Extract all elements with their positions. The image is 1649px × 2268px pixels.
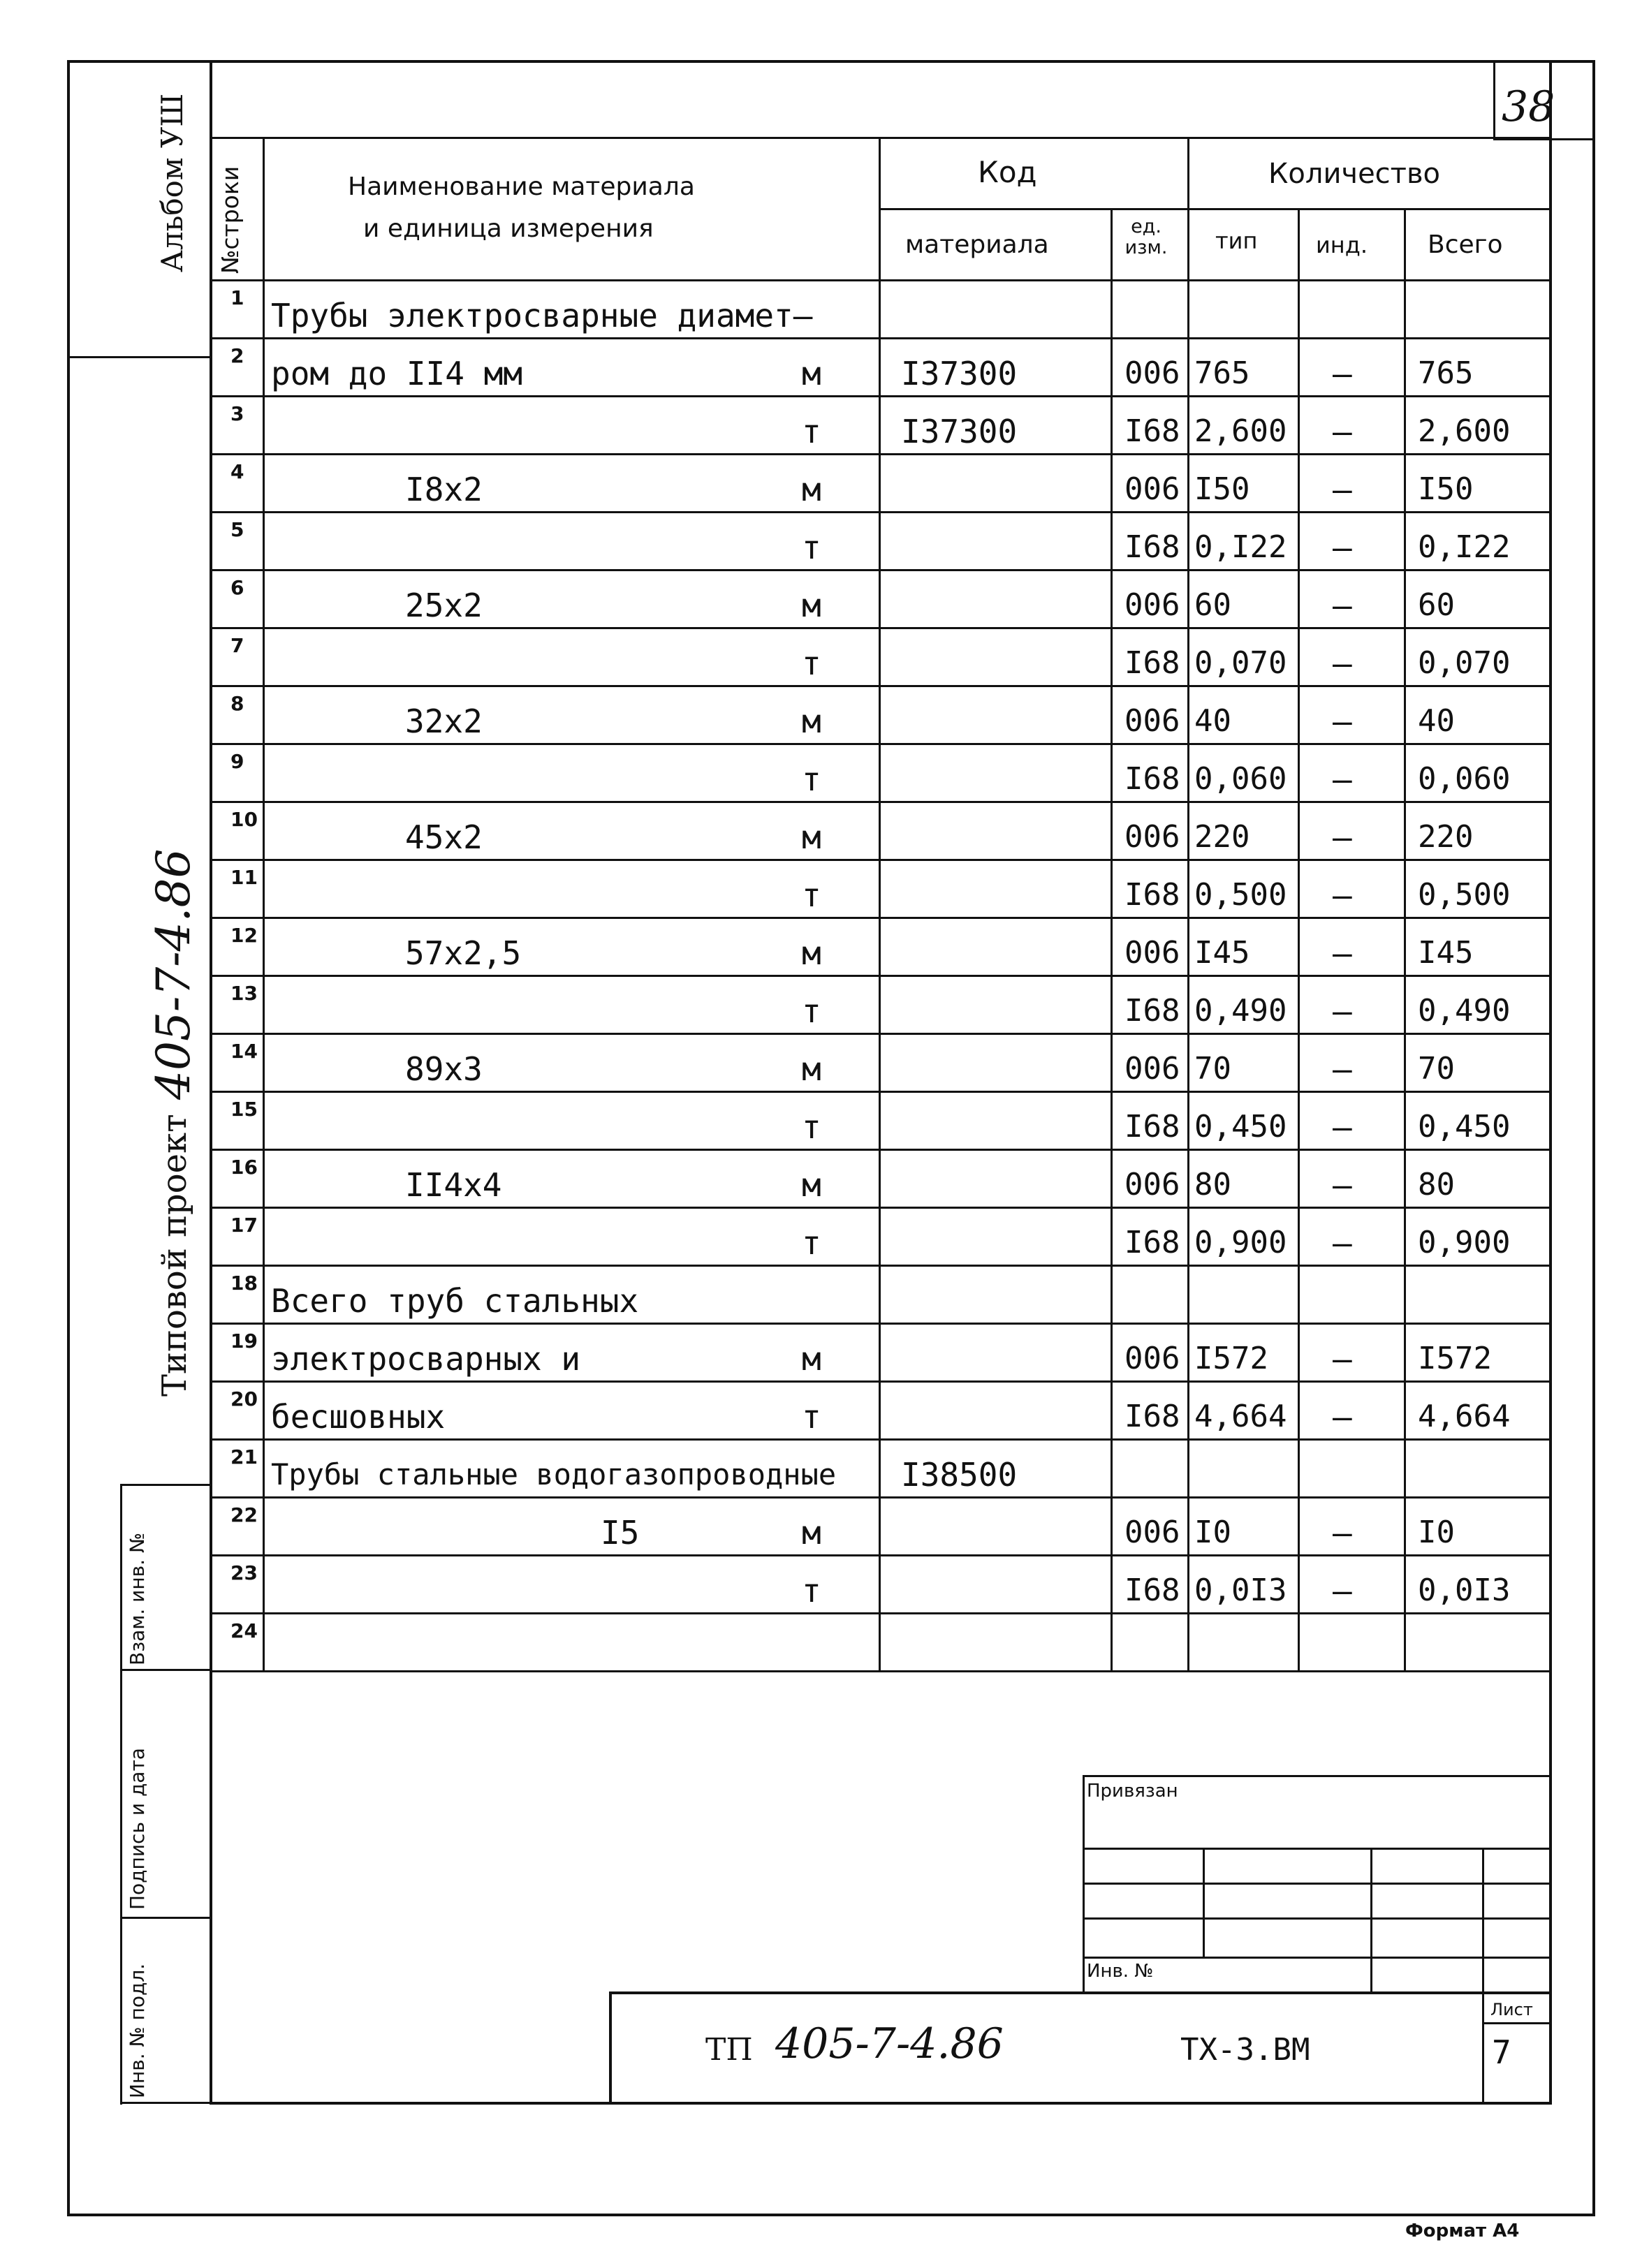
unit-code: 006 <box>1124 1341 1180 1376</box>
unit-letter: м <box>802 1050 821 1088</box>
unit-letter: т <box>802 1398 821 1436</box>
unit-letter: м <box>802 1514 821 1552</box>
unit-subheader-line2: изм. <box>1124 237 1168 258</box>
code-header: Код <box>978 155 1037 189</box>
quantity-total: I50 <box>1418 471 1474 507</box>
row-number: 18 <box>230 1272 258 1295</box>
unit-letter: м <box>802 355 821 392</box>
project-number: 405-7-4.86 <box>147 848 200 1100</box>
grid-line <box>212 627 1552 629</box>
quantity-header: Количество <box>1268 158 1441 190</box>
grid-line <box>212 1207 1552 1209</box>
grid-line <box>879 137 881 1670</box>
material-name-header-line1: Наименование материала <box>348 172 695 201</box>
grid-line <box>212 975 1552 977</box>
unit-code: I68 <box>1124 1573 1180 1608</box>
unit-letter: т <box>802 760 821 798</box>
grid-line <box>212 801 1552 803</box>
quantity-total: 220 <box>1418 819 1474 855</box>
quantity-total: 0,500 <box>1418 877 1511 913</box>
quantity-type-subheader: тип <box>1215 228 1258 254</box>
row-number: 4 <box>230 460 244 483</box>
privyazan-label: Привязан <box>1087 1781 1178 1802</box>
quantity-type: I45 <box>1194 935 1250 971</box>
grid-line <box>1404 208 1406 1670</box>
grid-line <box>212 1670 1552 1672</box>
grid-line <box>1298 208 1300 1670</box>
grid-line <box>212 1149 1552 1151</box>
quantity-ind: – <box>1333 1224 1352 1262</box>
grid-line <box>879 208 1552 210</box>
unit-letter: м <box>802 471 821 508</box>
tp-prefix: ТП <box>705 2032 753 2068</box>
quantity-type: 765 <box>1194 355 1250 391</box>
row-number: 21 <box>230 1445 258 1468</box>
quantity-type: 0,900 <box>1194 1225 1287 1260</box>
grid-line <box>212 1496 1552 1498</box>
quantity-ind: – <box>1333 992 1352 1030</box>
sheet-number: 7 <box>1492 2033 1511 2071</box>
unit-code: 006 <box>1124 355 1180 391</box>
quantity-total: 0,450 <box>1418 1109 1511 1144</box>
doc-code: ТХ-3.ВМ <box>1180 2032 1310 2068</box>
unit-letter: т <box>802 1224 821 1262</box>
unit-code: 006 <box>1124 587 1180 623</box>
grid-line <box>212 1380 1552 1383</box>
quantity-type: 4,664 <box>1194 1399 1287 1434</box>
unit-code: I68 <box>1124 877 1180 913</box>
quantity-ind: – <box>1333 1398 1352 1436</box>
material-name: электросварных и <box>271 1340 581 1378</box>
unit-subheader <box>1108 216 1185 258</box>
quantity-total: 4,664 <box>1418 1399 1511 1434</box>
row-number: 11 <box>230 866 258 889</box>
material-name: Трубы стальные водогазопроводные <box>271 1457 837 1492</box>
unit-subheader-line1: ед. <box>1131 216 1161 237</box>
grid-line <box>212 337 1552 339</box>
stamp-inv-original: Инв. № подл. <box>126 1963 149 2098</box>
material-name-header-line2: и единица измерения <box>363 214 654 243</box>
grid-line <box>212 1265 1552 1267</box>
quantity-type: 0,450 <box>1194 1109 1287 1144</box>
quantity-type: 60 <box>1194 587 1231 623</box>
grid-line <box>212 1091 1552 1093</box>
row-number-header: №строки <box>217 165 244 274</box>
row-number: 10 <box>230 808 258 831</box>
quantity-total: 60 <box>1418 587 1455 623</box>
unit-letter: т <box>802 1108 821 1146</box>
quantity-ind: – <box>1333 1050 1352 1088</box>
material-code: I38500 <box>901 1456 1018 1494</box>
grid-line <box>212 917 1552 919</box>
quantity-type: 70 <box>1194 1051 1231 1087</box>
project-label: Типовой проект <box>155 1114 194 1397</box>
unit-code: I68 <box>1124 1399 1180 1434</box>
quantity-total: 0,070 <box>1418 645 1511 681</box>
quantity-ind: – <box>1333 587 1352 624</box>
row-number: 23 <box>230 1561 258 1584</box>
inv-no-label: Инв. № <box>1087 1961 1154 1982</box>
quantity-ind-subheader: инд. <box>1316 232 1368 258</box>
row-number: 8 <box>230 692 244 715</box>
row-number: 19 <box>230 1330 258 1353</box>
quantity-total: 80 <box>1418 1167 1455 1202</box>
material-code: I37300 <box>901 413 1018 450</box>
material-name: Всего труб стальных <box>271 1282 639 1320</box>
row-number: 24 <box>230 1619 258 1642</box>
grid-line <box>212 743 1552 745</box>
format-label: Формат А4 <box>1405 2221 1520 2241</box>
quantity-type: 0,I22 <box>1194 529 1287 565</box>
grid-line <box>212 1438 1552 1441</box>
material-name: 89x3 <box>405 1050 483 1088</box>
quantity-type: 220 <box>1194 819 1250 855</box>
row-number: 6 <box>230 576 244 599</box>
quantity-ind: – <box>1333 760 1352 798</box>
quantity-total: 40 <box>1418 703 1455 739</box>
quantity-type: 0,0I3 <box>1194 1573 1287 1608</box>
unit-code: 006 <box>1124 703 1180 739</box>
grid-line <box>212 1323 1552 1325</box>
quantity-ind: – <box>1333 471 1352 508</box>
quantity-total: I45 <box>1418 935 1474 971</box>
row-number: 2 <box>230 344 244 367</box>
material-name: Трубы электросварные диамет– <box>271 297 813 334</box>
quantity-ind: – <box>1333 702 1352 740</box>
quantity-total: 0,060 <box>1418 761 1511 797</box>
quantity-total: 0,I22 <box>1418 529 1511 565</box>
unit-letter: м <box>802 1166 821 1204</box>
material-name: 32x2 <box>405 702 483 740</box>
quantity-ind: – <box>1333 1108 1352 1146</box>
quantity-type: 0,070 <box>1194 645 1287 681</box>
quantity-ind: – <box>1333 645 1352 682</box>
row-number: 13 <box>230 982 258 1005</box>
grid-line <box>212 453 1552 455</box>
unit-letter: м <box>802 587 821 624</box>
quantity-total: 70 <box>1418 1051 1455 1087</box>
unit-code: I68 <box>1124 1225 1180 1260</box>
sheet-corner-number: 38 <box>1502 82 1555 131</box>
quantity-total: 0,490 <box>1418 993 1511 1029</box>
quantity-ind: – <box>1333 413 1352 450</box>
unit-letter: т <box>802 413 821 450</box>
row-number: 12 <box>230 924 258 947</box>
grid-line <box>212 569 1552 571</box>
row-number: 9 <box>230 750 244 773</box>
grid-line <box>1111 208 1113 1670</box>
material-code-subheader: материала <box>905 230 1049 259</box>
quantity-ind: – <box>1333 934 1352 972</box>
grid-line <box>212 685 1552 687</box>
grid-line <box>212 1612 1552 1614</box>
grid-line <box>212 511 1552 513</box>
quantity-type: I572 <box>1194 1341 1268 1376</box>
grid-line <box>212 859 1552 861</box>
row-number: 7 <box>230 634 244 657</box>
sheet-label: Лист <box>1490 2000 1533 2019</box>
quantity-type: 40 <box>1194 703 1231 739</box>
unit-letter: т <box>802 529 821 566</box>
unit-letter: м <box>802 702 821 740</box>
unit-code: I68 <box>1124 413 1180 449</box>
unit-letter: т <box>802 1572 821 1610</box>
quantity-ind: – <box>1333 818 1352 856</box>
unit-letter: м <box>802 1340 821 1378</box>
material-name: 25x2 <box>405 587 483 624</box>
quantity-total: I0 <box>1418 1515 1455 1550</box>
row-number: 22 <box>230 1503 258 1526</box>
grid-line <box>212 1033 1552 1035</box>
quantity-type: I50 <box>1194 471 1250 507</box>
row-number: 5 <box>230 518 244 541</box>
grid-line <box>212 137 1552 139</box>
quantity-ind: – <box>1333 1572 1352 1610</box>
quantity-type: 0,060 <box>1194 761 1287 797</box>
stamp-replace-inv: Взам. инв. № <box>126 1532 149 1665</box>
quantity-type: 2,600 <box>1194 413 1287 449</box>
row-number: 1 <box>230 286 244 309</box>
quantity-ind: – <box>1333 355 1352 392</box>
unit-code: I68 <box>1124 645 1180 681</box>
unit-letter: м <box>802 934 821 972</box>
tp-number: 405-7-4.86 <box>775 2019 1004 2068</box>
unit-code: 006 <box>1124 1051 1180 1087</box>
unit-letter: м <box>802 818 821 856</box>
quantity-type: I0 <box>1194 1515 1231 1550</box>
unit-code: I68 <box>1124 529 1180 565</box>
unit-code: 006 <box>1124 471 1180 507</box>
quantity-total: I572 <box>1418 1341 1492 1376</box>
album-label: Альбом УШ <box>155 93 189 272</box>
unit-code: I68 <box>1124 1109 1180 1144</box>
material-name: I5 <box>601 1514 640 1552</box>
quantity-total: 0,0I3 <box>1418 1573 1511 1608</box>
quantity-ind: – <box>1333 1340 1352 1378</box>
material-name: 45x2 <box>405 818 483 856</box>
quantity-type: 80 <box>1194 1167 1231 1202</box>
row-number: 14 <box>230 1040 258 1063</box>
quantity-total: 765 <box>1418 355 1474 391</box>
quantity-total-subheader: Всего <box>1428 230 1503 259</box>
quantity-ind: – <box>1333 529 1352 566</box>
row-number: 3 <box>230 402 244 425</box>
grid-line <box>263 137 265 1670</box>
unit-code: 006 <box>1124 1515 1180 1550</box>
unit-letter: т <box>802 992 821 1030</box>
quantity-ind: – <box>1333 1514 1352 1552</box>
quantity-ind: – <box>1333 1166 1352 1204</box>
unit-code: 006 <box>1124 1167 1180 1202</box>
material-code: I37300 <box>901 355 1018 392</box>
material-name: ром до II4 мм <box>271 355 523 392</box>
unit-code: I68 <box>1124 993 1180 1029</box>
material-name: 57x2,5 <box>405 934 522 972</box>
grid-line <box>1187 137 1189 1670</box>
row-number: 20 <box>230 1387 258 1411</box>
grid-line <box>212 395 1552 397</box>
material-name: бесшовных <box>271 1398 446 1436</box>
grid-line <box>212 1554 1552 1556</box>
quantity-total: 0,900 <box>1418 1225 1511 1260</box>
stamp-signature-date: Подпись и дата <box>126 1748 149 1910</box>
quantity-type: 0,500 <box>1194 877 1287 913</box>
quantity-total: 2,600 <box>1418 413 1511 449</box>
material-name: I8x2 <box>405 471 483 508</box>
unit-code: 006 <box>1124 819 1180 855</box>
unit-letter: т <box>802 876 821 914</box>
quantity-ind: – <box>1333 876 1352 914</box>
quantity-type: 0,490 <box>1194 993 1287 1029</box>
unit-letter: т <box>802 645 821 682</box>
row-number: 15 <box>230 1098 258 1121</box>
grid-line <box>212 279 1552 281</box>
row-number: 17 <box>230 1214 258 1237</box>
material-name: II4x4 <box>405 1166 502 1204</box>
row-number: 16 <box>230 1156 258 1179</box>
unit-code: 006 <box>1124 935 1180 971</box>
unit-code: I68 <box>1124 761 1180 797</box>
